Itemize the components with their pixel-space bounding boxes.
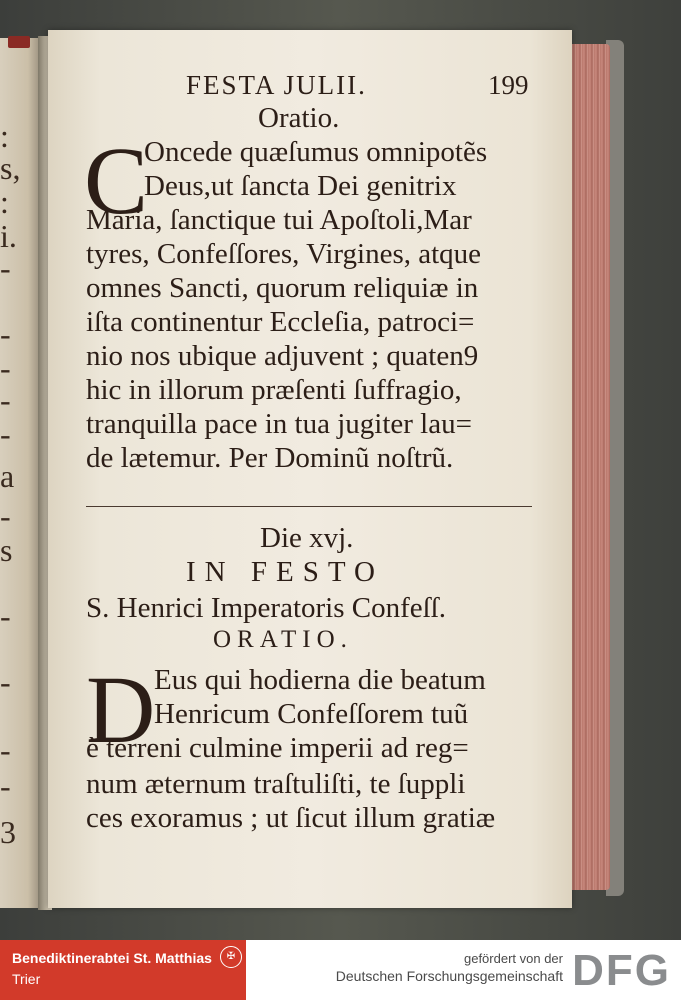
- drop-capital: C: [84, 127, 149, 234]
- text-line: ces exoramus ; ut ſicut illum gratiæ: [86, 802, 496, 834]
- text-line: nio nos ubique adjuvent ; quaten9: [86, 340, 479, 372]
- left-fragment: -: [0, 250, 11, 286]
- page-edges: [570, 44, 610, 890]
- left-fragment: s: [0, 532, 13, 568]
- left-fragment: i.: [0, 218, 17, 254]
- feast-title: IN FESTO: [186, 556, 384, 588]
- page-number: 199: [488, 70, 529, 100]
- left-fragment: :: [0, 184, 9, 220]
- saint-name: S. Henrici Imperatoris Confeſſ.: [86, 592, 446, 624]
- left-fragment: -: [0, 350, 11, 386]
- running-header: FESTA JULII.: [186, 70, 367, 100]
- bookmark-ribbon: [8, 36, 30, 48]
- dfg-logo[interactable]: DFG: [572, 946, 671, 995]
- text-line: tranquilla pace in tua jugiter lau=: [86, 408, 472, 440]
- institution-name: Benediktinerabtei St. Matthias: [12, 950, 212, 966]
- text-line: Maria, ſanctique tui Apoſtoli,Mar: [86, 204, 472, 236]
- text-line: omnes Sancti, quorum reliquiæ in: [86, 272, 479, 304]
- left-fragment: -: [0, 732, 11, 768]
- footer-bar: [0, 940, 681, 1000]
- drop-capital: D: [86, 656, 156, 763]
- left-fragment: :: [0, 118, 9, 154]
- text-line: Oncede quæſumus omnipotẽs: [144, 136, 488, 168]
- text-line: tyres, Confeſſores, Virgines, atque: [86, 238, 482, 270]
- left-fragment: s,: [0, 150, 21, 186]
- left-fragment: -: [0, 416, 11, 452]
- left-fragment: -: [0, 316, 11, 352]
- institution-block[interactable]: [0, 940, 246, 1000]
- funder-caption: gefördert von der: [463, 951, 563, 966]
- text-line: Henricum Confeſſorem tuũ: [154, 698, 469, 730]
- funder-name: Deutschen Forschungsgemeinschaft: [335, 968, 563, 984]
- left-page-fragments: [0, 38, 40, 908]
- left-page-edge: [0, 38, 40, 908]
- section-divider: [86, 506, 532, 507]
- left-fragment: -: [0, 664, 11, 700]
- abbey-logo-icon: ✠: [220, 946, 242, 968]
- text-line: Eus qui hodierna die beatum: [154, 664, 486, 696]
- text-line: iſta continentur Eccleſia, patroci=: [86, 306, 475, 338]
- text-line: de lætemur. Per Dominũ noſtrũ.: [86, 442, 454, 474]
- left-fragment: -: [0, 598, 11, 634]
- text-line: hic in illorum præſenti ſuffragio,: [86, 374, 462, 406]
- section-heading: Oratio.: [258, 102, 340, 134]
- left-fragment: -: [0, 382, 11, 418]
- left-fragment: -: [0, 498, 11, 534]
- text-line: è terreni culmine imperii ad reg=: [86, 732, 469, 764]
- text-line: Deus,ut ſancta Dei genitrix: [144, 170, 457, 202]
- left-fragment: -: [0, 768, 11, 804]
- left-fragment: a: [0, 458, 15, 494]
- oratio-heading: ORATIO.: [213, 626, 353, 653]
- feast-day: Die xvj.: [260, 522, 354, 554]
- text-line: num æternum traſtuliſti, te ſuppli: [86, 768, 466, 800]
- institution-city: Trier: [12, 971, 41, 987]
- left-fragment: 3: [0, 814, 16, 850]
